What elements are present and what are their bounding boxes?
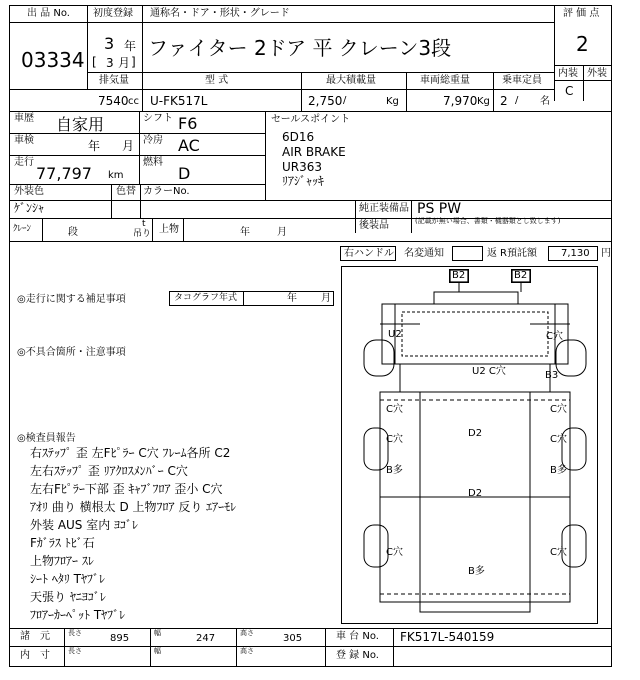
fuel: D [178, 164, 191, 183]
length: 895 [110, 633, 130, 644]
chassis-label: 車 台 No. [336, 631, 379, 642]
model-description-label: 通称名・ドア・形状・グレード [150, 8, 290, 19]
capacity: 2 [500, 94, 508, 108]
displacement-unit: cc [128, 96, 139, 107]
mileage: 77,797 [36, 164, 92, 183]
inspection-label: 車検 [14, 135, 34, 146]
inspection-year-unit: 年 [88, 139, 101, 153]
model-code: U-FK517L [150, 94, 208, 108]
diagram-mark: B2 [514, 270, 528, 281]
bracket-close: ] [131, 55, 136, 69]
diagram-mark: C穴 [546, 331, 563, 342]
fuel-label: 燃料 [143, 157, 163, 168]
mileage-label: 走行 [14, 157, 34, 168]
car-name: ファイター 2ドア 平 クレーン3段 [148, 36, 452, 60]
sales-point-2: AIR BRAKE [282, 145, 346, 159]
diagram-mark: C穴 [386, 404, 403, 415]
tachograph-year-unit: 年 [287, 293, 297, 304]
divider [236, 628, 237, 667]
ac: AC [178, 136, 200, 155]
diagram-mark: C穴 [550, 547, 567, 558]
lot-number: 03334 [21, 48, 85, 72]
diagram-mark: C穴 [386, 434, 403, 445]
height: 305 [283, 633, 303, 644]
aftermarket-label: 後装品 [359, 220, 389, 231]
genuine-equipment: PS PW [417, 201, 462, 217]
deck-month-unit: 月 [277, 227, 287, 238]
divider [393, 628, 394, 667]
diagram-mark: B多 [468, 566, 485, 577]
exterior-color: ｹﾞﾝｼｬ [14, 201, 45, 215]
inspection-month-unit: 月 [122, 139, 135, 153]
exterior-grade-label: 外装 [587, 68, 607, 79]
displacement: 7540 [98, 94, 129, 108]
crane-lift-label: 吊り [133, 229, 152, 239]
color-change-label: 色替 [116, 186, 136, 197]
inspector-line: 右ｽﾃｯﾌﾟ 歪 左Fﾋﾟﾗｰ C穴 ﾌﾚｰﾑ各所 C2 [30, 446, 231, 460]
name-change-label: 名変通知 [404, 248, 444, 259]
inspector-line: ﾌﾛｱｰｶｰﾍﾟｯﾄ Tﾔﾌﾞﾚ [30, 608, 126, 622]
diagram-mark: B多 [386, 465, 403, 476]
length-label: 長さ [68, 629, 82, 637]
defects-label: ◎不具合箇所・注意事項 [17, 347, 126, 358]
registration-month: 3 [106, 56, 114, 70]
tachograph-month-unit: 月 [321, 293, 331, 304]
divider [325, 628, 326, 667]
divider [64, 628, 65, 667]
gross-weight: 7,970 [443, 94, 478, 108]
height-label: 高さ [240, 629, 254, 637]
interior-grade: C [565, 84, 574, 98]
diagram-mark: C穴 [550, 404, 567, 415]
recycle-amount: 7,130 [561, 248, 590, 259]
tachograph-label: タコグラフ年式 [174, 293, 238, 303]
inspector-report-label: ◎検査員報告 [17, 433, 76, 444]
interior-dimensions-label: 内 寸 [20, 650, 50, 661]
diagram-mark: D2 [468, 488, 483, 499]
model-code-label: 型 式 [205, 75, 229, 86]
length-label: 長さ [68, 647, 82, 655]
divider [150, 628, 151, 667]
lot-label: 出 品 No. [27, 8, 70, 19]
crane-t-label: t [142, 219, 146, 229]
deck-year-unit: 年 [240, 227, 250, 238]
gross-weight-label: 車両総重量 [420, 75, 470, 86]
inspector-line: Fｶﾞﾗｽ ﾄﾋﾞ石 [30, 536, 95, 550]
sales-point-3: UR363 [282, 160, 323, 174]
grade-label: 評 価 点 [563, 8, 600, 19]
max-load-unit: Kg [386, 96, 399, 107]
chassis-number: FK517L-540159 [400, 630, 495, 644]
steering: 右ハンドル [344, 248, 394, 259]
registration-year: 3 [104, 34, 115, 53]
history-label: 車歴 [14, 113, 34, 124]
inspector-line: 左右Fﾋﾟﾗｰ下部 歪 ｷｬﾌﾞﾌﾛｱ 歪小 C穴 [30, 482, 223, 496]
grade-score: 2 [576, 32, 589, 56]
registration-number-label: 登 録 No. [336, 650, 379, 661]
history: 自家用 [56, 115, 105, 134]
month-unit: 月 [118, 56, 131, 70]
diagram-mark: B3 [545, 370, 559, 381]
driving-notes-label: ◎走行に関する補足事項 [17, 294, 126, 305]
recycle-unit: 円 [601, 248, 611, 259]
ac-label: 冷房 [143, 135, 163, 146]
capacity-label: 乗車定員 [502, 75, 542, 86]
inspector-line: ｼｰﾄ ﾍﾀﾘ Tﾔﾌﾞﾚ [30, 572, 105, 586]
color-number-label: カラーNo. [143, 186, 190, 197]
year-unit: 年 [124, 39, 137, 53]
diagram-mark: C穴 [550, 434, 567, 445]
inspector-line: 左右ｽﾃｯﾌﾟ 歪 ﾘｱｸﾛｽﾒﾝﾊﾞｰ C穴 [30, 464, 188, 478]
diagram-mark: B2 [452, 270, 466, 281]
diagram-mark: U2 [388, 329, 402, 340]
divider [9, 646, 612, 647]
width-label: 幅 [154, 647, 161, 655]
divider [9, 628, 612, 629]
return-label: 返 [487, 248, 497, 259]
recycle-label: R預託額 [500, 248, 537, 259]
bracket-open: [ [92, 55, 97, 69]
max-load-label: 最大積載量 [326, 75, 376, 86]
inspector-line: 外装 AUS 室内 ﾖｺﾞﾚ [30, 518, 139, 532]
exterior-color-label: 外装色 [14, 186, 44, 197]
first-registration-label: 初度登録 [93, 8, 133, 19]
capacity-unit: 名 [540, 96, 550, 107]
inspector-line: ｱｵﾘ 曲り 横根太 D 上物ﾌﾛｱ 反り ｴｱｰﾓﾚ [30, 500, 237, 514]
sales-point-4: ﾘｱｼﾞｬｯｷ [282, 174, 325, 188]
displacement-label: 排気量 [99, 75, 129, 86]
inspector-line: 上物ﾌﾛｱｰ ｽﾚ [30, 554, 94, 568]
inspector-line: 天張り ﾔﾆﾖｺﾞﾚ [30, 590, 106, 604]
gross-weight-unit: Kg [477, 96, 490, 107]
diagram-mark: C穴 [386, 547, 403, 558]
crane-label: ｸﾚｰﾝ [13, 224, 32, 234]
diagram-mark: B多 [550, 465, 567, 476]
capacity-slash: / [515, 95, 519, 106]
genuine-equipment-label: 純正装備品 [359, 203, 409, 214]
diagram-mark: D2 [468, 428, 483, 439]
deck-label: 上物 [159, 224, 179, 235]
max-load-slash: / [343, 95, 347, 106]
height-label: 高さ [240, 647, 254, 655]
mileage-unit: km [108, 170, 124, 181]
width: 247 [196, 633, 216, 644]
interior-grade-label: 内装 [558, 68, 578, 79]
dimensions-label: 諸 元 [20, 631, 50, 642]
diagram-mark: U2 C穴 [472, 366, 506, 377]
shift: F6 [178, 114, 198, 133]
sales-point-1: 6D16 [282, 130, 315, 144]
aftermarket-note: (記載が無い場合、書類・機器類とし致します) [415, 217, 561, 225]
sales-points-label: セールスポイント [271, 114, 351, 125]
max-load: 2,750 [308, 94, 343, 108]
crane-stage-unit: 段 [68, 227, 78, 238]
width-label: 幅 [154, 629, 161, 637]
shift-label: シフト [143, 113, 173, 124]
